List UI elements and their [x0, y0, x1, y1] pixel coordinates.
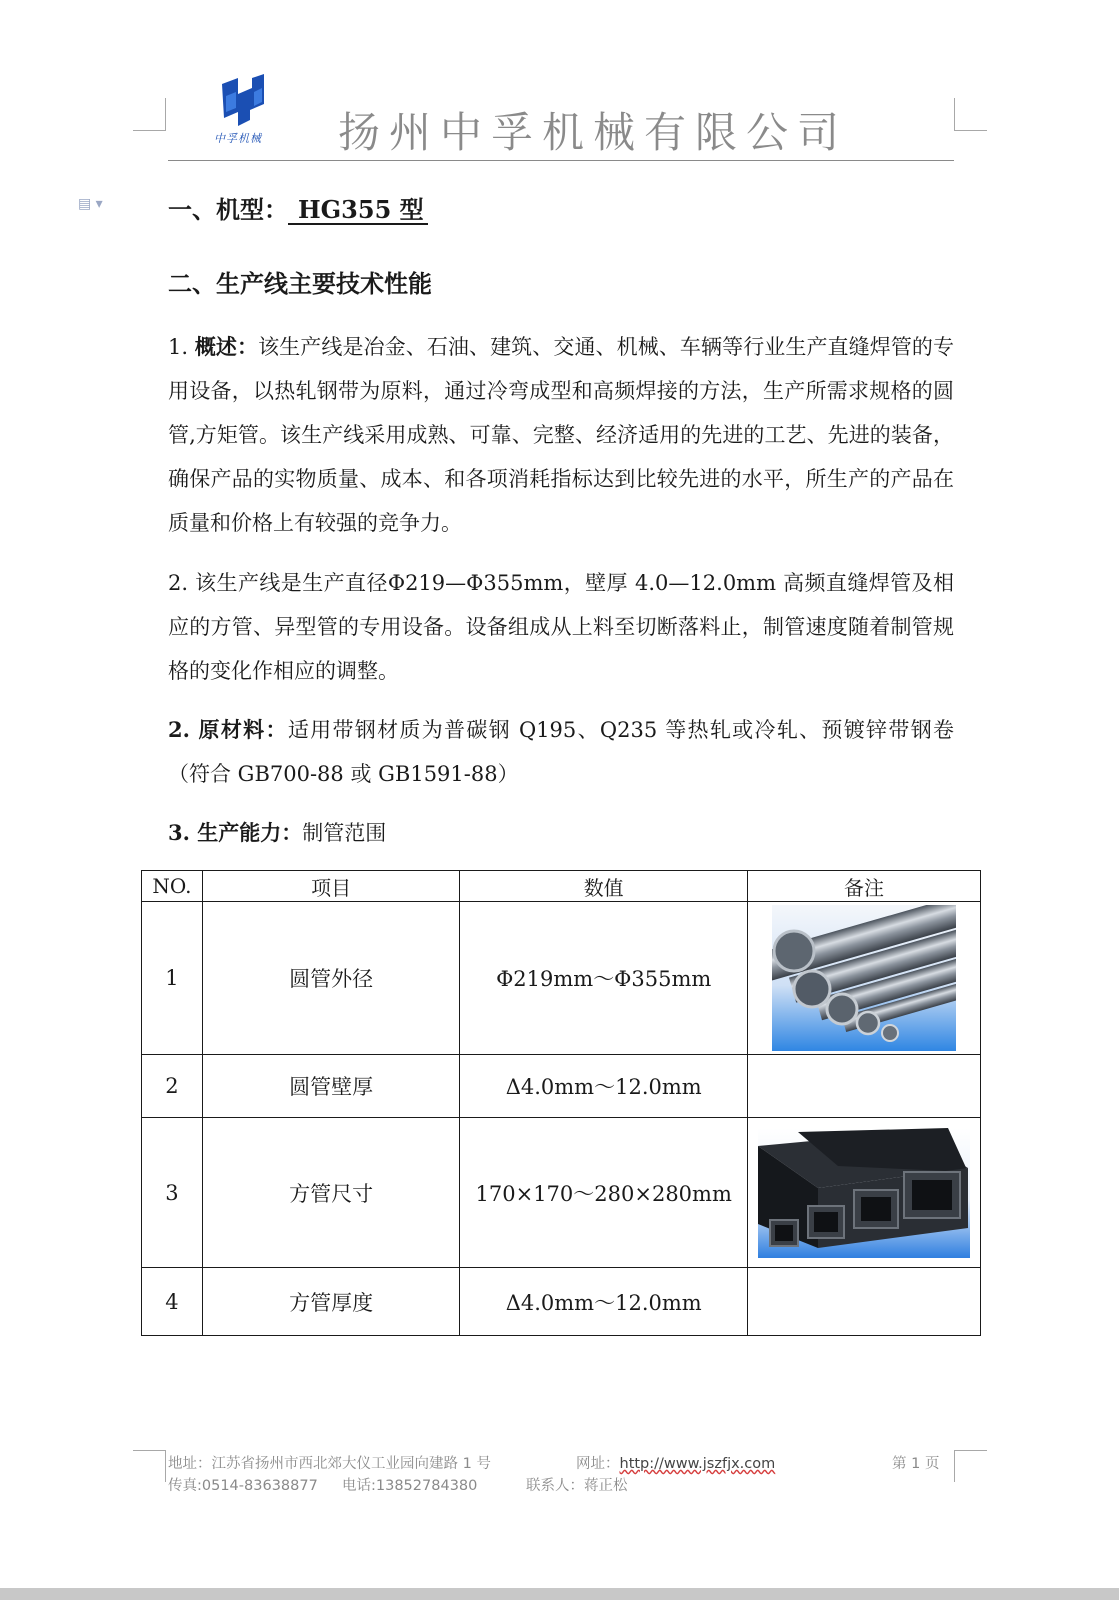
overview-label: 概述： [194, 334, 259, 359]
spec-table [141, 870, 981, 1336]
row-item: 圆管壁厚 [202, 1055, 459, 1118]
bottom-scroll-bar[interactable] [0, 1588, 1119, 1600]
capacity-label: 3. 生产能力： [168, 820, 303, 845]
table-header-no: NO. [142, 871, 203, 902]
square-tubes-photo [748, 1118, 981, 1268]
capacity-text: 制管范围 [302, 821, 387, 845]
document-icon[interactable]: ▤ ▾ [78, 196, 103, 212]
row-remark-empty [748, 1055, 981, 1118]
row-item: 圆管外径 [202, 902, 459, 1055]
section-model-heading [168, 190, 428, 225]
row-no: 1 [142, 902, 203, 1055]
row-remark-empty [748, 1268, 981, 1336]
table-row [142, 902, 981, 1055]
footer-page-number: 第 1 页 [892, 1456, 940, 1472]
round-pipes-photo [748, 902, 981, 1055]
overview-paragraph [168, 325, 954, 545]
crop-mark-bottom-right-h [954, 1450, 987, 1451]
header-rule [168, 160, 954, 161]
table-header-value: 数值 [460, 871, 748, 902]
spec-paragraph: 2. 该生产线是生产直径Φ219—Φ355mm，壁厚 4.0—12.0mm 高频直缝焊管及相应的方管、异型管的专用设备。设备组成从上料至切断落料止，制管速度随着制管规格的变化作相应的调整。 [168, 571, 954, 683]
company-name: 扬州中孚机械有限公司 [338, 108, 849, 157]
logo-caption: 中孚机械 [214, 132, 262, 145]
row-item: 方管尺寸 [202, 1118, 459, 1268]
table-row [142, 1118, 981, 1268]
crop-mark-top-right-v [954, 98, 955, 130]
table-row [142, 1268, 981, 1336]
row-item: 方管厚度 [202, 1268, 459, 1336]
table-row [142, 1055, 981, 1118]
footer-contact: 联系人：蒋正松 [526, 1478, 628, 1494]
crop-mark-bottom-left-h [133, 1450, 166, 1451]
raw-material-paragraph [168, 708, 954, 796]
capacity-paragraph [168, 811, 954, 855]
crop-mark-top-left-h [133, 130, 166, 131]
footer-address: 地址：江苏省扬州市西北郊大仪工业园向建路 1 号 [168, 1456, 491, 1472]
footer-phone: 电话:13852784380 [342, 1478, 478, 1494]
row-value: Δ4.0mm～12.0mm [460, 1268, 748, 1336]
footer-website-label: 网址： [576, 1456, 620, 1472]
table-header-item: 项目 [202, 871, 459, 902]
row-no: 2 [142, 1055, 203, 1118]
overview-text: 该生产线是冶金、石油、建筑、交通、机械、车辆等行业生产直缝焊管的专用设备，以热轧钢带为原料，通过冷弯成型和高频焊接的方法，生产所需求规格的圆管,方矩管。该生产线采用成熟、可靠、完整、经济适用的先进的工艺、先进的装备，确保产品的实物质量、成本、和各项消耗指标达到比较先进的水平，所生产的产品在质量和价格上有较强的竞争力。 [168, 335, 955, 535]
section-model-prefix: 一、机型： [168, 195, 288, 224]
model-value: HG355 型 [288, 197, 428, 225]
row-no: 4 [142, 1268, 203, 1336]
row-value: Φ219mm～Φ355mm [460, 902, 748, 1055]
crop-mark-top-left-v [165, 98, 166, 130]
row-value: Δ4.0mm～12.0mm [460, 1055, 748, 1118]
raw-material-text: 适用带钢材质为普碳钢 Q195、Q235 等热轧或冷轧、预镀锌带钢卷（符合 GB700-88 或 GB1591-88） [168, 718, 955, 786]
table-header-row [142, 871, 981, 902]
crop-mark-bottom-right-v [954, 1450, 955, 1482]
overview-number: 1. [168, 335, 195, 359]
section-performance-heading: 二、生产线主要技术性能 [168, 269, 432, 298]
row-no: 3 [142, 1118, 203, 1268]
footer-website-link[interactable]: http://www.jszfjx.com [619, 1456, 776, 1472]
footer-fax: 传真:0514-83638877 [168, 1478, 318, 1494]
row-value: 170×170～280×280mm [460, 1118, 748, 1268]
crop-mark-bottom-left-v [165, 1450, 166, 1482]
table-header-remark: 备注 [748, 871, 981, 902]
raw-material-label: 2. 原材料： [168, 717, 288, 742]
footer-website [576, 1452, 775, 1473]
crop-mark-top-right-h [954, 130, 987, 131]
